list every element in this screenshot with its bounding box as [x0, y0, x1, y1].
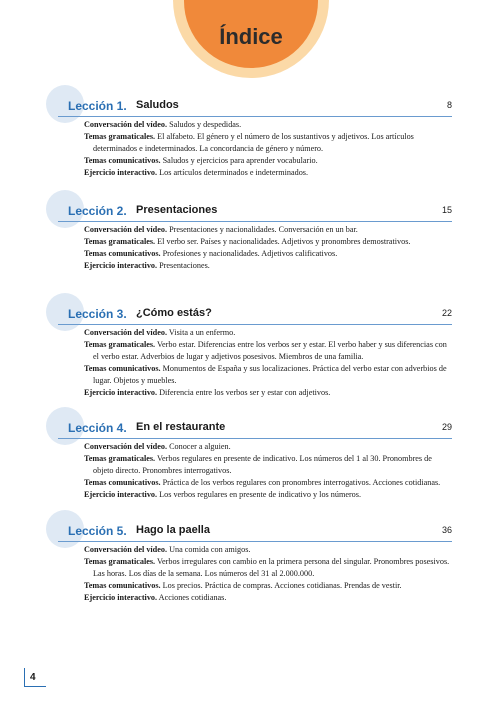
lesson-divider: [58, 541, 452, 542]
lesson-entry: [84, 224, 452, 236]
lesson-number: Lección 4.: [68, 421, 127, 435]
entry-text: Los precios. Práctica de compras. Acciones cotidianas. Prendas de vestir.: [160, 581, 402, 590]
lesson-page-number: 22: [441, 308, 452, 318]
entry-text: Saludos y despedidas.: [167, 120, 242, 129]
entry-text: Verbos regulares en presente de indicativo. Los números del 1 al 30. Pronombres de objeto directo. Pronombres interrogativos.: [93, 454, 432, 475]
lesson-entry: [84, 339, 452, 363]
entry-text: Presentaciones.: [157, 261, 210, 270]
lesson-contents: [84, 327, 452, 399]
entry-label: Temas comunicativos.: [84, 478, 161, 487]
lesson-page-number: 8: [446, 100, 452, 110]
entry-text: Conocer a alguien.: [167, 442, 231, 451]
lesson-entry: [84, 441, 452, 453]
entry-label: Ejercicio interactivo.: [84, 168, 158, 177]
lesson-number: Lección 1.: [68, 99, 127, 113]
entry-label: Ejercicio interactivo.: [84, 261, 158, 270]
lesson-page-number: 29: [441, 422, 452, 432]
entry-label: Temas comunicativos.: [84, 364, 161, 373]
lesson-entry: [84, 260, 452, 272]
lesson-heading: [68, 99, 452, 115]
lesson-entry: [84, 544, 452, 556]
lesson-contents: [84, 119, 452, 179]
lesson-entry: [84, 387, 452, 399]
lesson-entry: [84, 477, 452, 489]
folio-mark: [24, 668, 25, 686]
lesson-entry: [84, 592, 452, 604]
entry-label: Temas gramaticales.: [84, 237, 156, 246]
lesson-contents: [84, 544, 452, 604]
entry-label: Temas gramaticales.: [84, 557, 156, 566]
entry-text: Profesiones y nacionalidades. Adjetivos calificativos.: [160, 249, 338, 258]
lesson-entry: [84, 236, 452, 248]
lesson-heading: [68, 421, 452, 437]
entry-label: Temas gramaticales.: [84, 454, 156, 463]
lesson-entry: [84, 131, 452, 155]
lesson-entry: [84, 453, 452, 477]
entry-text: El verbo ser. Países y nacionalidades. Adjetivos y pronombres demostrativos.: [155, 237, 411, 246]
lesson-page-number: 36: [441, 525, 452, 535]
lesson-number: Lección 3.: [68, 307, 127, 321]
lesson-number: Lección 5.: [68, 524, 127, 538]
entry-label: Temas comunicativos.: [84, 156, 161, 165]
lesson-title: ¿Cómo estás?: [136, 307, 212, 319]
entry-label: Temas comunicativos.: [84, 249, 161, 258]
lesson-title: En el restaurante: [136, 421, 226, 433]
page-number: 4: [30, 672, 36, 683]
entry-text: Presentaciones y nacionalidades. Conversación en un bar.: [167, 225, 358, 234]
entry-label: Temas comunicativos.: [84, 581, 161, 590]
lesson-divider: [58, 438, 452, 439]
entry-label: Conversación del vídeo.: [84, 545, 168, 554]
lesson-divider: [58, 221, 452, 222]
lesson-number: Lección 2.: [68, 204, 127, 218]
entry-label: Ejercicio interactivo.: [84, 388, 158, 397]
entry-text: Visita a un enfermo.: [167, 328, 236, 337]
lesson-entry: [84, 556, 452, 580]
lesson-heading: [68, 307, 452, 323]
lesson-page-number: 15: [441, 205, 452, 215]
folio-line: [24, 686, 46, 687]
entry-text: Acciones cotidianas.: [157, 593, 227, 602]
lesson-entry: [84, 155, 452, 167]
entry-text: Diferencia entre los verbos ser y estar con adjetivos.: [157, 388, 331, 397]
entry-label: Ejercicio interactivo.: [84, 593, 158, 602]
entry-label: Conversación del vídeo.: [84, 120, 168, 129]
lesson-contents: [84, 224, 452, 272]
entry-text: Práctica de los verbos regulares con pronombres interrogativos. Acciones cotidianas.: [160, 478, 441, 487]
lesson-entry: [84, 167, 452, 179]
lesson-title: Saludos: [136, 99, 179, 111]
page-title: Índice: [219, 24, 283, 49]
entry-text: Monumentos de España y sus localizaciones. Práctica del verbo estar con adverbios de lugar. Objetos y muebles.: [93, 364, 447, 385]
entry-text: El alfabeto. El género y el número de los sustantivos y adjetivos. Los artículos determinados e indeterminados. La concordancia de género y número.: [93, 132, 414, 153]
lesson-title: Hago la paella: [136, 524, 210, 536]
lesson-divider: [58, 116, 452, 117]
lesson-heading: [68, 204, 452, 220]
entry-text: Verbos irregulares con cambio en la primera persona del singular. Pronombres posesivos. Las horas. Los días de la semana. Los números del 31 al 2.000.000.: [93, 557, 450, 578]
entry-label: Temas gramaticales.: [84, 132, 156, 141]
lesson-divider: [58, 324, 452, 325]
lesson-heading: [68, 524, 452, 540]
lesson-entry: [84, 363, 452, 387]
entry-text: Los verbos regulares en presente de indicativo y los números.: [157, 490, 362, 499]
lesson-title: Presentaciones: [136, 204, 218, 216]
entry-label: Conversación del vídeo.: [84, 442, 168, 451]
lesson-contents: [84, 441, 452, 501]
entry-text: Verbo estar. Diferencias entre los verbos ser y estar. El verbo haber y sus diferencias con el verbo estar. Adverbios de lugar y adjetivos posesivos. Miembros de una familia.: [93, 340, 447, 361]
entry-label: Conversación del vídeo.: [84, 225, 168, 234]
entry-text: Una comida con amigos.: [167, 545, 251, 554]
entry-text: Saludos y ejercicios para aprender vocabulario.: [160, 156, 318, 165]
lesson-entry: [84, 489, 452, 501]
lesson-entry: [84, 327, 452, 339]
entry-label: Conversación del vídeo.: [84, 328, 168, 337]
lesson-entry: [84, 248, 452, 260]
lesson-entry: [84, 580, 452, 592]
entry-text: Los artículos determinados e indeterminados.: [157, 168, 309, 177]
entry-label: Temas gramaticales.: [84, 340, 156, 349]
lesson-entry: [84, 119, 452, 131]
entry-label: Ejercicio interactivo.: [84, 490, 158, 499]
